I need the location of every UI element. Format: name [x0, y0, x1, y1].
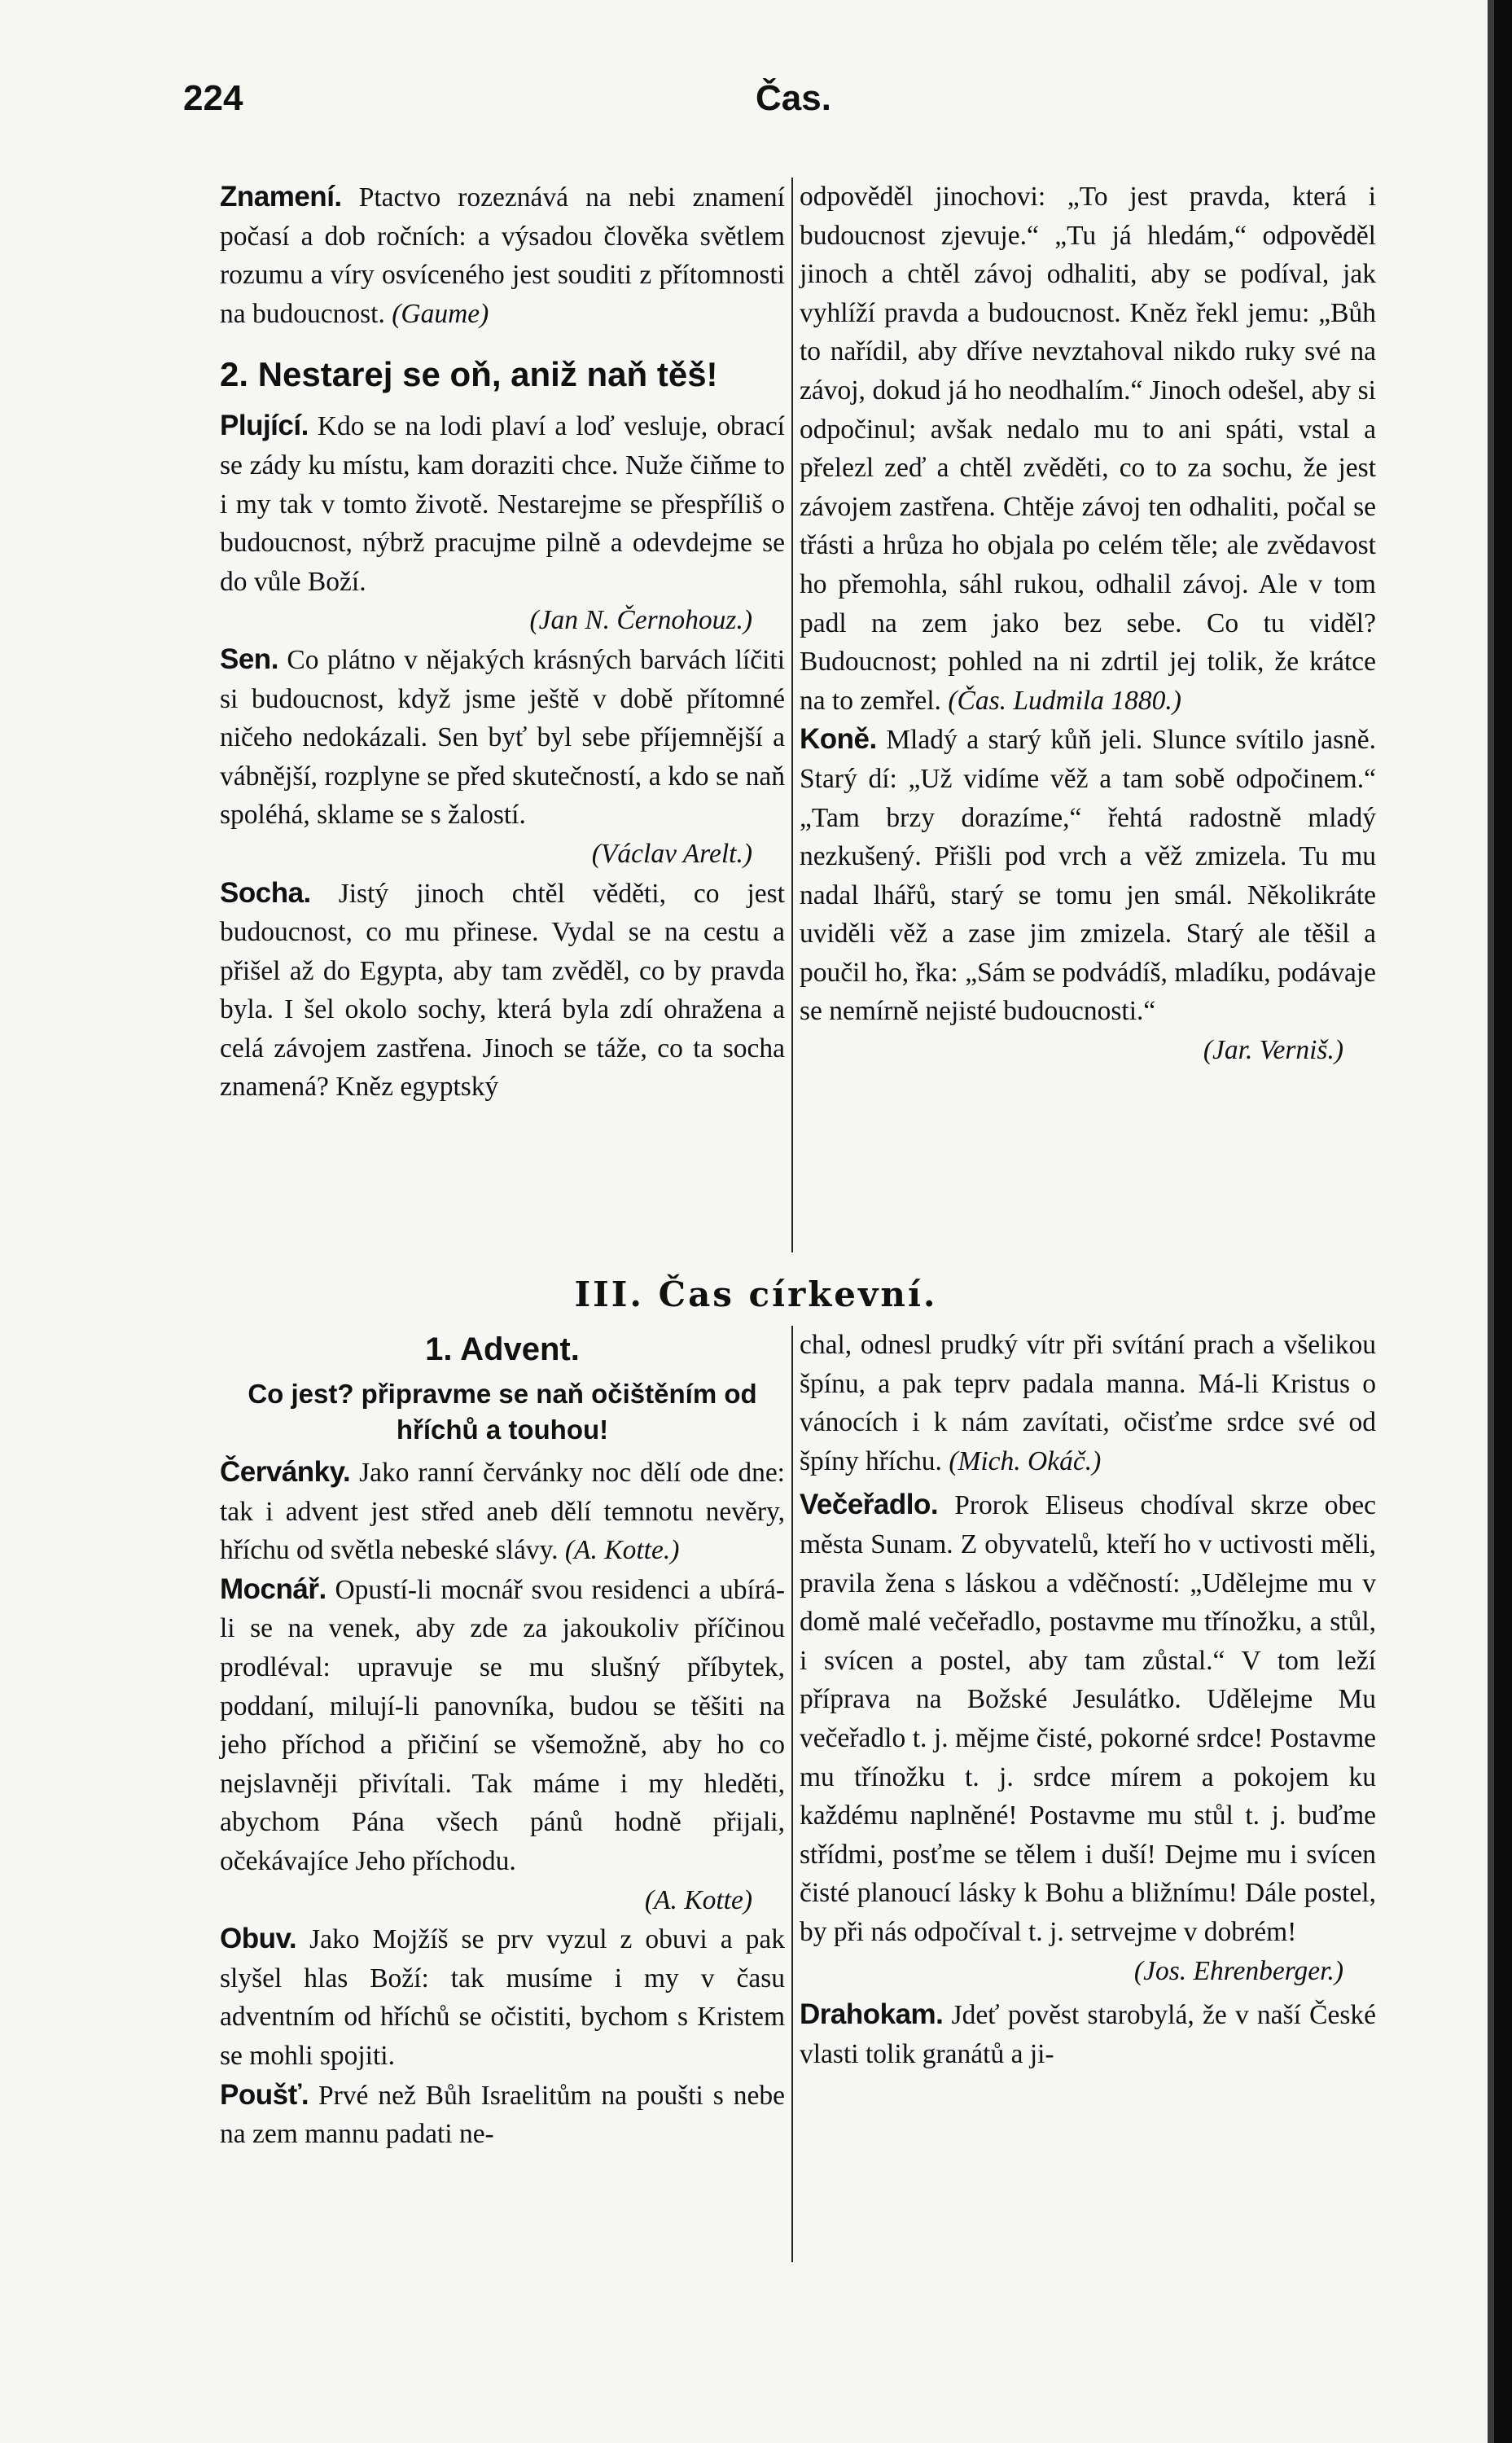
entry-obuv	[220, 1919, 785, 2075]
column-divider	[791, 178, 793, 1252]
entry-keyword: Drahokam.	[800, 1998, 944, 2031]
entry-keyword: Znamení.	[220, 181, 342, 213]
advent-subheading: Co jest? připravme se naň očištěním od hříchů a touhou!	[248, 1379, 757, 1445]
entry-text: odpověděl jinochovi: „To jest pravda, která i budoucnost zjevuje.“ „Tu já hledám,“ odpověděl jinoch a chtěl závoj odhaliti, aby se podíval, jak vyhlíží pravda a budoucnost. Kněz řekl jemu: „Bůh to nařídil, aby dříve nevztahoval nikdo ruky své na závoj, dokud já ho neodhalím.“ Jinoch odešel, aby si odpočinul; avšak nedalo mu to ani spáti, vstal a přelezl zeď a chtěl zvěděti, co to za sochu, že jest závojem zastřena. Chtěje závoj ten odhaliti, počal se třásti a hrůza ho objala po celém těle; ale zvědavost ho přemohla, sáhl rukou, odhalil závoj. Ale v tom padl na zem jako bez sebe. Co tu viděl? Budoucnost; pohled na ni zdrtil jej tolik, že krátce na to zemřel.	[800, 182, 1376, 716]
entry-text: Prorok Eliseus chodíval skrze obec města Sunam. Z obyvatelů, kteří ho v uctivosti měli, pravila žena s láskou a vděčností: „Udělejme mu v domě malé večeřadlo, postavme mu třínožku, a stůl, i svícen a postel, aby tam zůstal.“ V tom leží příprava na Božské Jesulátko. Udělejme Mu večeřadlo t. j. mějme čisté, pokorné srdce! Postavme mu třínožku t. j. srdce mírem a pokojem ku každému naplněné! Postavme mu stůl t. j. buďme střídmi, posťme se tělem i duší! Dejme mu i svícen čisté planoucí lásky k Bohu a bližnímu! Dále postel, by při nás odpočíval t. j. setrvejme v dobrém!	[800, 1490, 1376, 1947]
column-divider	[791, 1326, 793, 2262]
entry-text: Jako ranní červánky noc dělí ode dne: tak i advent jest střed aneb dělí temnotu nevěry, hříchu od světla nebeské slávy.	[220, 1458, 785, 1566]
entry-text: Kdo se na lodi plaví a loď vesluje, obrací se zády ku místu, kam doraziti chce. Nuže čiňme to i my tak v tomto životě. Nestarejme se přespříliš o budoucnost, nýbrž pracujme pilně a odevdejme se do vůle Boží.	[220, 411, 785, 597]
page-number: 224	[183, 78, 243, 118]
entry-znameni	[220, 178, 785, 333]
entry-keyword: Plující.	[220, 410, 309, 442]
entry-text: Opustí-li mocnář svou residenci a ubírá-li se na venek, aby zde za jakoukoliv příčinou prodléval: upravuje se mu slušný příbytek, poddaní, milují-li panovníka, budou se těšiti na jeho příchod a přičiní se všemožně, aby ho co nejslavněji přivítali. Tak máme i my hleděti, abychom Pána všech pánů hodně přijali, očekávajíce Jeho příchodu.	[220, 1574, 785, 1876]
citation: (Mich. Okáč.)	[949, 1445, 1102, 1476]
citation: (Jan N. Černohouz.)	[529, 605, 752, 636]
citation: (Jar. Verniš.)	[1203, 1035, 1343, 1066]
citation: (Jos. Ehrenberger.)	[1133, 1955, 1343, 1986]
entry-socha-cont	[800, 178, 1376, 720]
left-column-top	[220, 178, 785, 1107]
entry-drahokam	[800, 1995, 1376, 2073]
section-heading: III. Čas církevní.	[574, 1274, 938, 1314]
entry-kone	[800, 720, 1376, 1031]
entry-text: Prvé než Bůh Israelitům na poušti s nebe na zem mannu padati ne-	[220, 2080, 785, 2150]
citation: (Gaume)	[392, 298, 489, 329]
entry-plujici	[220, 406, 785, 601]
entry-text: Ptactvo rozeznává na nebi znamení počasí a dob ročních: a výsadou člověka světlem rozumu a víry osvíceného jest souditi z přítomnosti na budoucnost.	[220, 182, 785, 329]
entry-mocnar	[220, 1570, 785, 1881]
citation: (A. Kotte.)	[564, 1535, 680, 1566]
entry-keyword: Obuv.	[220, 1923, 297, 1955]
entry-cervanky	[220, 1453, 785, 1570]
entry-text: chal, odnesl prudký vítr při svítání prach a všelikou špínu, a pak teprv padala manna. Má-li Kristus o vánocích i k nám zavítati, očisťme srdce své od špíny hříchu.	[800, 1330, 1376, 1476]
entry-sen	[220, 640, 785, 835]
entry-keyword: Socha.	[220, 876, 311, 909]
scan-border-dark	[1494, 0, 1512, 2443]
citation-line	[220, 835, 785, 874]
entry-keyword: Poušť.	[220, 2078, 309, 2111]
running-title: Čas.	[756, 78, 831, 118]
entry-keyword: Koně.	[800, 723, 877, 756]
citation-line	[220, 601, 785, 640]
entry-text: Mladý a starý kůň jeli. Slunce svítilo jasně. Starý dí: „Už vidíme věž a tam sobě odpočinem.“ „Tam brzy dorazíme,“ řehtá radostně mladý nezkušený. Přišli pod vrch a věž zmizela. Tu mu nadal lhářů, starý se tomu jen smál. Několikráte uviděli věž a zase jim zmizela. Starý ale těšil a poučil ho, řka: „Sám se podvádíš, mladíku, podávaje se nemírně nejisté budoucnosti.“	[800, 725, 1376, 1027]
entry-text: Jdeť pověst starobylá, že v naší České vlasti tolik granátů a ji-	[800, 2000, 1376, 2069]
advent-heading: 1. Advent.	[425, 1331, 580, 1367]
entry-keyword: Večeřadlo.	[800, 1489, 939, 1521]
entry-keyword: Sen.	[220, 643, 278, 675]
citation: (Čas. Ludmila 1880.)	[948, 685, 1181, 716]
citation: (Václav Arelt.)	[591, 838, 752, 869]
citation: (A. Kotte)	[644, 1884, 752, 1915]
scan-border	[1488, 0, 1494, 2443]
citation-line	[220, 1881, 785, 1920]
entry-text: Co plátno v nějakých krásných barvách líčiti si budoucnost, když jsme ještě v době přítomné ničeho nedokázali. Sen byť byl sebe příjemnější a vábnější, rozplyne se před skutečností, a kdo se naň spoléhá, sklame se s žalostí.	[220, 644, 785, 831]
entry-poust	[220, 2076, 785, 2154]
right-column-bottom	[800, 1326, 1376, 2073]
citation-line	[800, 1031, 1376, 1070]
entry-socha	[220, 874, 785, 1107]
right-column-top	[800, 178, 1376, 1070]
entry-vecheradlo	[800, 1485, 1376, 1951]
entry-text: Jako Mojžíš se prv vyzul z obuvi a pak slyšel hlas Boží: tak musíme i my v času adventním od hříchů se očistiti, bychom s Kristem se mohli spojiti.	[220, 1924, 785, 2071]
entry-poust-cont	[800, 1326, 1376, 1480]
running-header	[0, 78, 1512, 127]
entry-keyword: Červánky.	[220, 1456, 351, 1488]
entry-text: Jistý jinoch chtěl věděti, co jest budoucnost, co mu přinese. Vydal se na cestu a přišel až do Egypta, aby tam zvěděl, co by pravda byla. I šel okolo sochy, která byla zdí ohražena a celá závojem zastřena. Jinoch se táže, co ta socha znamená? Kněz egyptský	[220, 878, 785, 1103]
citation-line	[800, 1952, 1376, 1991]
subsection-heading: 2. Nestarej se oň, aniž naň těš!	[220, 355, 718, 394]
left-column-bottom	[220, 1326, 785, 2154]
entry-keyword: Mocnář.	[220, 1572, 327, 1605]
